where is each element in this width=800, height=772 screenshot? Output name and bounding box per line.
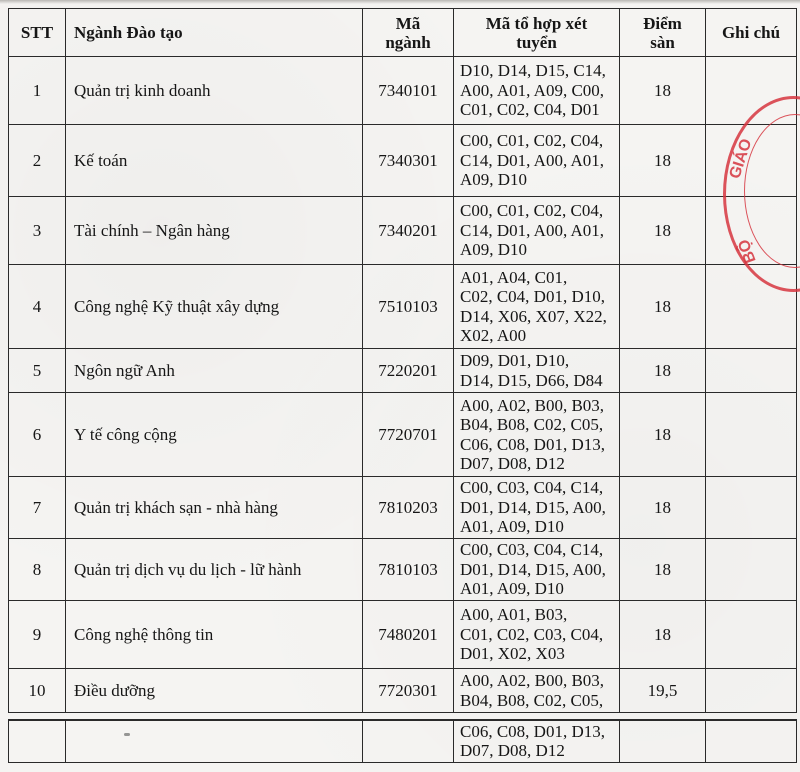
combo-line: A00, A02, B00, B03, bbox=[460, 671, 605, 690]
continuation-name bbox=[66, 720, 363, 762]
row-score: 18 bbox=[620, 265, 706, 349]
row-major-name: Quản trị kinh doanh bbox=[66, 57, 363, 125]
combo-line: C14, D01, A00, A01, bbox=[460, 150, 605, 170]
combo-line: A00, A01, B03, bbox=[460, 605, 568, 625]
row-major-name: Kế toán bbox=[66, 125, 363, 197]
header-major-code bbox=[363, 9, 454, 57]
header-score-line1: Điểm bbox=[643, 13, 682, 33]
row-stt: 4 bbox=[9, 265, 66, 349]
combo-line: C00, C03, C04, C14, bbox=[460, 478, 604, 498]
continuation-row bbox=[9, 720, 797, 762]
continuation-table bbox=[8, 719, 797, 763]
header-note: Ghi chú bbox=[706, 9, 797, 57]
row-score: 18 bbox=[620, 349, 706, 393]
row-major-name: Y tế công cộng bbox=[66, 393, 363, 477]
scan-edge bbox=[0, 0, 800, 4]
ink-smudge bbox=[124, 733, 130, 736]
row-combo bbox=[454, 393, 620, 477]
header-stt: STT bbox=[9, 9, 66, 57]
header-major-code-line1: Mã bbox=[395, 13, 421, 33]
header-major-name: Ngành Đào tạo bbox=[66, 9, 363, 57]
table-row bbox=[9, 197, 797, 265]
row-major-code: 7340301 bbox=[363, 125, 454, 197]
row-note bbox=[706, 477, 797, 539]
combo-line: C14, D01, A00, A01, bbox=[460, 220, 605, 240]
combo-line: B04, B08, C02, C05, bbox=[460, 690, 604, 710]
row-stt: 8 bbox=[9, 539, 66, 601]
row-combo bbox=[454, 197, 620, 265]
row-major-code: 7480201 bbox=[363, 601, 454, 669]
row-score: 19,5 bbox=[620, 669, 706, 713]
row-major-name: Quản trị dịch vụ du lịch - lữ hành bbox=[66, 539, 363, 601]
table-header-row bbox=[9, 9, 797, 57]
header-combo-line2: tuyển bbox=[516, 32, 557, 52]
header-major-code-line2: ngành bbox=[385, 32, 431, 52]
row-combo bbox=[454, 477, 620, 539]
header-combo bbox=[454, 9, 620, 57]
combo-line: A09, D10 bbox=[460, 170, 528, 190]
combo-line: C02, C04, D01, D10, bbox=[460, 287, 605, 306]
combo-line: C00, C01, C02, C04, bbox=[460, 131, 604, 151]
table-body bbox=[9, 57, 797, 713]
table-row bbox=[9, 393, 797, 477]
table-row bbox=[9, 125, 797, 197]
table-row bbox=[9, 349, 797, 393]
row-major-code: 7810203 bbox=[363, 477, 454, 539]
continuation-code bbox=[363, 720, 454, 762]
continuation-stt bbox=[9, 720, 66, 762]
row-note bbox=[706, 393, 797, 477]
combo-line: C01, C02, C04, D01 bbox=[460, 100, 600, 120]
row-score: 18 bbox=[620, 197, 706, 265]
row-stt: 3 bbox=[9, 197, 66, 265]
table-row bbox=[9, 57, 797, 125]
combo-line: B04, B08, C02, C05, bbox=[460, 415, 604, 434]
combo-line: A00, A02, B00, B03, bbox=[460, 395, 605, 415]
table-row bbox=[9, 477, 797, 539]
combo-line: A01, A04, C01, bbox=[460, 267, 568, 287]
admission-table bbox=[8, 8, 797, 713]
row-score: 18 bbox=[620, 601, 706, 669]
admission-score-sheet bbox=[8, 8, 796, 763]
combo-line: D01, D14, D15, A00, bbox=[460, 559, 606, 579]
row-note bbox=[706, 349, 797, 393]
row-stt: 10 bbox=[9, 669, 66, 713]
row-combo bbox=[454, 539, 620, 601]
combo-line: D14, D15, D66, D84 bbox=[460, 370, 603, 390]
row-major-code: 7340201 bbox=[363, 197, 454, 265]
combo-line: C06, C08, D01, D13, bbox=[460, 434, 605, 454]
row-combo bbox=[454, 669, 620, 713]
combo-line: D01, X02, X03 bbox=[460, 644, 565, 664]
row-major-name: Tài chính – Ngân hàng bbox=[66, 197, 363, 265]
row-combo bbox=[454, 125, 620, 197]
row-stt: 5 bbox=[9, 349, 66, 393]
row-combo bbox=[454, 57, 620, 125]
combo-line: C00, C03, C04, C14, bbox=[460, 540, 604, 560]
row-major-name: Công nghệ thông tin bbox=[66, 601, 363, 669]
combo-line: D09, D01, D10, bbox=[460, 351, 570, 370]
row-stt: 6 bbox=[9, 393, 66, 477]
continuation-note bbox=[706, 720, 797, 762]
row-major-code: 7810103 bbox=[363, 539, 454, 601]
row-combo bbox=[454, 349, 620, 393]
row-combo bbox=[454, 601, 620, 669]
combo-line: X02, A00 bbox=[460, 326, 527, 345]
combo-line: D01, D14, D15, A00, bbox=[460, 497, 606, 517]
row-note bbox=[706, 539, 797, 601]
row-major-code: 7510103 bbox=[363, 265, 454, 349]
seal-text-left: GIÁO bbox=[726, 136, 756, 181]
table-row bbox=[9, 539, 797, 601]
combo-line: A01, A09, D10 bbox=[460, 579, 564, 599]
row-note bbox=[706, 669, 797, 713]
header-combo-line1: Mã tổ hợp xét bbox=[485, 13, 588, 33]
row-major-code: 7340101 bbox=[363, 57, 454, 125]
table-row bbox=[9, 601, 797, 669]
combo-line: A01, A09, D10 bbox=[460, 517, 564, 537]
row-major-code: 7720701 bbox=[363, 393, 454, 477]
row-score: 18 bbox=[620, 125, 706, 197]
table-row bbox=[9, 669, 797, 713]
combo-line: D14, X06, X07, X22, bbox=[460, 306, 607, 326]
row-stt: 7 bbox=[9, 477, 66, 539]
row-score: 18 bbox=[620, 393, 706, 477]
row-major-name: Quản trị khách sạn - nhà hàng bbox=[66, 477, 363, 539]
row-score: 18 bbox=[620, 539, 706, 601]
row-major-name: Điều dưỡng bbox=[66, 669, 363, 713]
combo-line: C06, C08, D01, D13, bbox=[460, 721, 605, 741]
row-major-code: 7220201 bbox=[363, 349, 454, 393]
seal-text-bottom: BỘ bbox=[735, 236, 760, 266]
row-stt: 2 bbox=[9, 125, 66, 197]
row-major-name: Ngôn ngữ Anh bbox=[66, 349, 363, 393]
combo-line: D07, D08, D12 bbox=[460, 741, 565, 761]
row-score: 18 bbox=[620, 57, 706, 125]
row-score: 18 bbox=[620, 477, 706, 539]
row-major-code: 7720301 bbox=[363, 669, 454, 713]
header-score-line2: sàn bbox=[650, 32, 675, 52]
combo-line: A09, D10 bbox=[460, 240, 528, 260]
combo-line: C00, C01, C02, C04, bbox=[460, 201, 604, 221]
continuation-combo bbox=[454, 720, 620, 762]
row-major-name: Công nghệ Kỹ thuật xây dựng bbox=[66, 265, 363, 349]
row-stt: 1 bbox=[9, 57, 66, 125]
combo-line: C01, C02, C03, C04, bbox=[460, 624, 604, 644]
combo-line: A00, A01, A09, C00, bbox=[460, 80, 605, 100]
header-score bbox=[620, 9, 706, 57]
combo-line: D10, D14, D15, C14, bbox=[460, 61, 606, 81]
continuation-score bbox=[620, 720, 706, 762]
row-note bbox=[706, 601, 797, 669]
combo-line: D07, D08, D12 bbox=[460, 454, 565, 473]
row-stt: 9 bbox=[9, 601, 66, 669]
row-combo bbox=[454, 265, 620, 349]
table-row bbox=[9, 265, 797, 349]
